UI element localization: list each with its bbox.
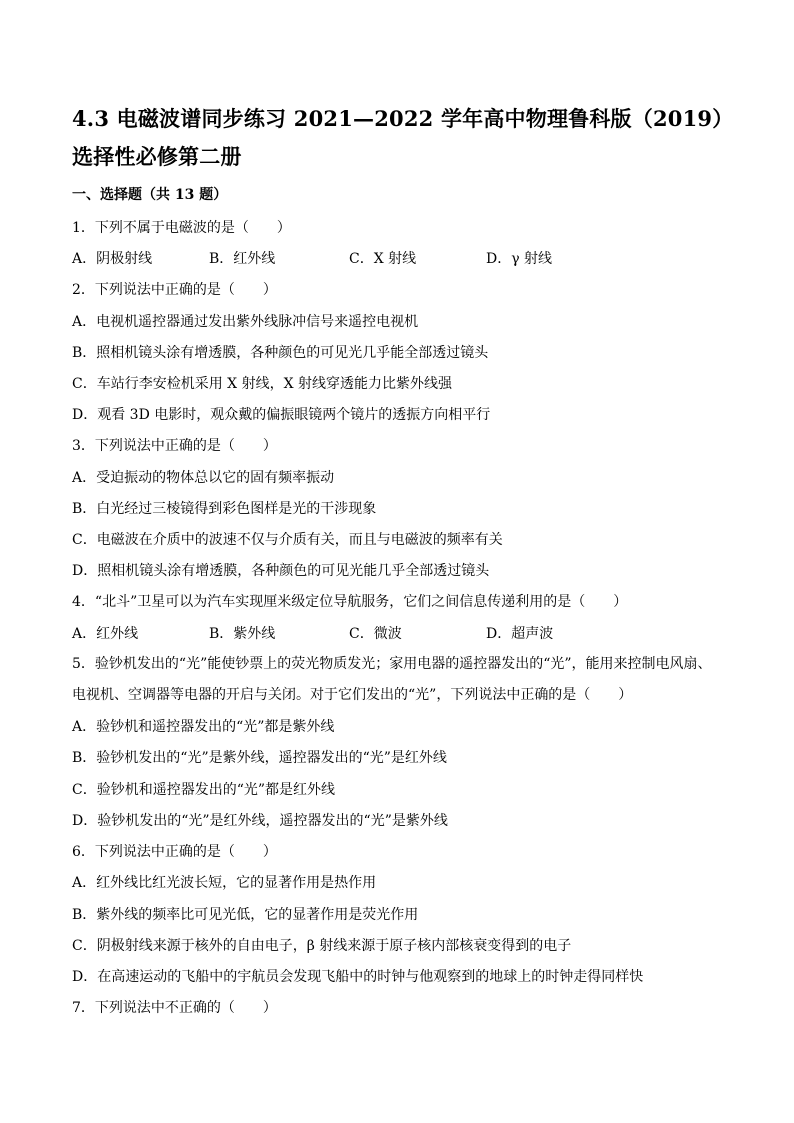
question-2-option-b: B．照相机镜头涂有增透膜，各种颜色的可见光几乎能全部透过镜头 bbox=[72, 345, 489, 361]
question-5-option-b: B．验钞机发出的“光”是紫外线，遥控器发出的“光”是红外线 bbox=[72, 750, 447, 766]
question-3-option-c: C．电磁波在介质中的波速不仅与介质有关，而且与电磁波的频率有关 bbox=[72, 532, 503, 548]
question-6-stem: 6．下列说法中正确的是（ ） bbox=[72, 844, 277, 860]
question-6-option-c: C．阴极射线来源于核外的自由电子，β 射线来源于原子核内部核衰变得到的电子 bbox=[72, 938, 572, 954]
question-6-option-d: D．在高速运动的飞船中的宇航员会发现飞船中的时钟与他观察到的地球上的时钟走得同样快 bbox=[72, 969, 644, 985]
question-1-option-d: D．γ 射线 bbox=[486, 251, 553, 267]
question-7-stem: 7．下列说法中不正确的（ ） bbox=[72, 1000, 277, 1016]
question-2-option-c: C．车站行李安检机采用 X 射线，X 射线穿透能力比紫外线强 bbox=[72, 376, 452, 392]
question-2-stem: 2．下列说法中正确的是（ ） bbox=[72, 282, 277, 298]
question-4-option-c: C．微波 bbox=[349, 626, 402, 642]
question-3-option-a: A．受迫振动的物体总以它的固有频率振动 bbox=[72, 470, 335, 486]
question-6-option-a: A．红外线比红光波长短，它的显著作用是热作用 bbox=[72, 875, 377, 891]
question-3-option-b: B．白光经过三棱镜得到彩色图样是光的干涉现象 bbox=[72, 501, 377, 517]
question-6-option-b: B．紫外线的频率比可见光低，它的显著作用是荧光作用 bbox=[72, 907, 419, 923]
document-title: 4.3 电磁波谱同步练习 2021—2022 学年高中物理鲁科版（2019）选择性必修第二册 bbox=[72, 106, 723, 169]
question-5-option-d: D．验钞机发出的“光”是红外线，遥控器发出的“光”是紫外线 bbox=[72, 813, 448, 829]
question-2-option-a: A．电视机遥控器通过发出紫外线脉冲信号来遥控电视机 bbox=[72, 314, 419, 330]
question-5-stem: 5．验钞机发出的“光”能使钞票上的荧光物质发光；家用电器的遥控器发出的“光”，能用来控制电风扇、电视机、空调器等电器的开启与关闭。对于它们发出的“光”，下列说法中正确的是（ ） bbox=[72, 656, 712, 703]
question-5-option-a: A．验钞机和遥控器发出的“光”都是紫外线 bbox=[72, 719, 335, 735]
question-3-stem: 3．下列说法中正确的是（ ） bbox=[72, 438, 277, 454]
question-4-option-d: D．超声波 bbox=[486, 626, 554, 642]
question-1-stem: 1．下列不属于电磁波的是（ ） bbox=[72, 220, 291, 236]
section-heading: 一、选择题（共 13 题） bbox=[72, 187, 228, 203]
question-3-option-d: D．照相机镜头涂有增透膜，各种颜色的可见光能几乎全部透过镜头 bbox=[72, 563, 490, 579]
question-1-option-b: B．红外线 bbox=[209, 251, 276, 267]
question-2-option-d: D．观看 3D 电影时，观众戴的偏振眼镜两个镜片的透振方向相平行 bbox=[72, 407, 491, 423]
question-1-option-c: C．X 射线 bbox=[349, 251, 417, 267]
question-4-option-a: A．红外线 bbox=[72, 626, 139, 642]
question-4-option-b: B．紫外线 bbox=[209, 626, 276, 642]
question-1-option-a: A．阴极射线 bbox=[72, 251, 153, 267]
question-5-option-c: C．验钞机和遥控器发出的“光”都是红外线 bbox=[72, 782, 336, 798]
question-4-stem: 4．“北斗”卫星可以为汽车实现厘米级定位导航服务，它们之间信息传递利用的是（ ） bbox=[72, 594, 628, 610]
